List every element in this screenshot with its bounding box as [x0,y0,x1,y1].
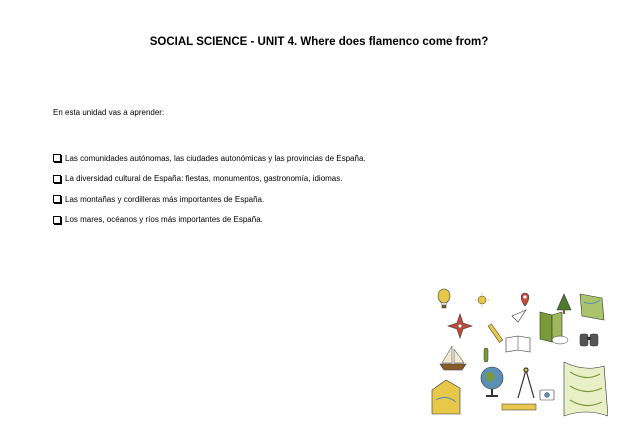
paper-plane-icon [512,310,526,322]
camera-icon [540,390,554,400]
hot-air-balloon-icon [438,289,450,308]
objective-text: Los mares, océanos y ríos más importantes de España. [65,215,263,225]
map-fragment-icon [580,294,604,320]
list-item [53,189,366,210]
checkbox-icon [53,154,61,162]
topographic-map-icon [564,362,608,416]
sailing-ship-icon [440,346,466,370]
list-item [53,148,366,169]
open-book-icon [506,336,530,352]
globe-icon [481,367,503,397]
geography-doodle-illustration [430,286,608,418]
compass-rose-icon [448,314,472,338]
drafting-compass-icon [518,368,534,398]
pencil-icon [488,324,503,343]
checkbox-icon [53,195,61,203]
binoculars-icon [580,334,598,346]
objective-text: La diversidad cultural de España: fiestas, monumentos, gastronomía, idiomas. [65,174,343,184]
location-pin-icon [521,293,529,306]
sun-icon [475,293,489,307]
cactus-icon [484,348,488,362]
checkbox-icon [53,216,61,224]
checkbox-icon [53,175,61,183]
objectives-list [53,148,366,230]
objective-text: Las comunidades autónomas, las ciudades autonómicas y las provincias de España. [65,153,366,163]
cloud-icon [552,336,568,344]
mountain-map-icon [432,380,460,414]
pine-tree-icon [557,294,571,314]
objective-text: Las montañas y cordilleras más importantes de España. [65,194,265,204]
list-item [53,210,366,231]
ruler-icon [502,404,536,410]
page-title: SOCIAL SCIENCE - UNIT 4. Where does flamenco come from? [149,36,489,48]
intro-text: En esta unidad vas a aprender: [53,108,165,117]
list-item [53,169,366,190]
